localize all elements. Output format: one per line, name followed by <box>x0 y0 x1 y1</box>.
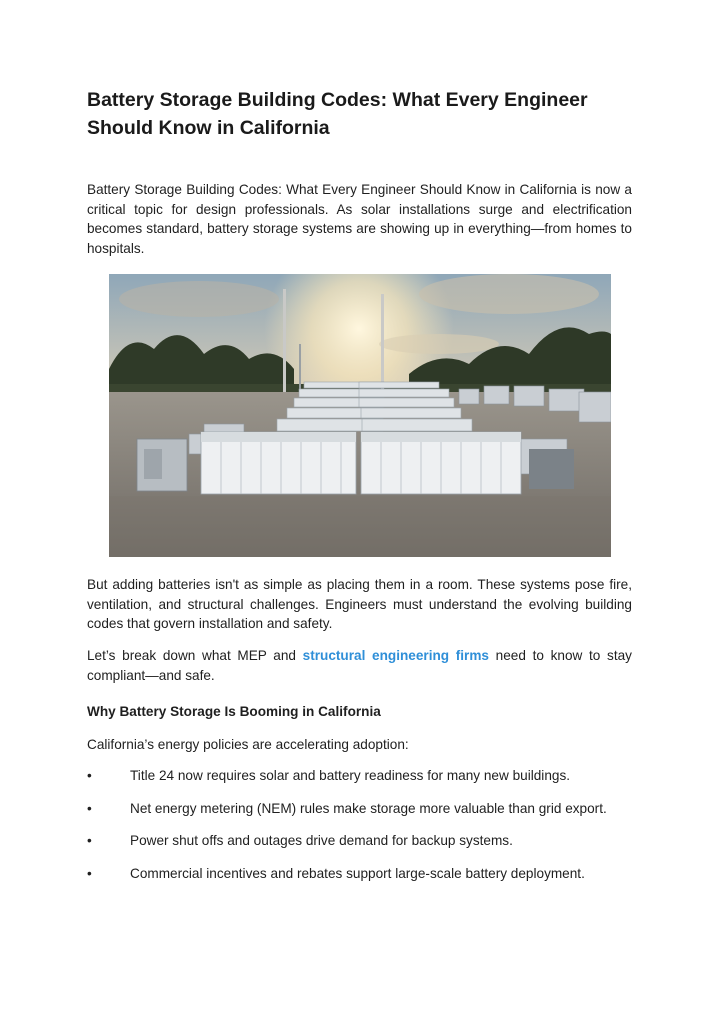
article-title: Battery Storage Building Codes: What Every Engineer Should Know in California <box>87 89 588 139</box>
bullet-list <box>87 766 632 896</box>
intro-paragraph: Battery Storage Building Codes: What Every Engineer Should Know in California is now a critical topic for design professionals. As solar installations surge and electrification becomes standard, battery storage systems are showing up in everything—from homes to hospitals. <box>87 182 632 256</box>
list-item-text: Power shut offs and outages drive demand for backup systems. <box>130 833 513 848</box>
section-lead: California’s energy policies are accelerating adoption: <box>87 737 409 752</box>
list-item-text: Commercial incentives and rebates support large-scale battery deployment. <box>130 865 585 881</box>
battery-storage-facility-photo <box>109 274 611 557</box>
list-item <box>87 799 632 832</box>
structural-engineering-firms-link[interactable]: structural engineering firms <box>302 648 489 663</box>
list-item-text: Title 24 now requires solar and battery readiness for many new buildings. <box>130 768 571 783</box>
bullet-icon: • <box>87 768 92 783</box>
bullet-icon: • <box>87 833 92 848</box>
bullet-icon: • <box>87 865 92 881</box>
list-item <box>87 864 632 897</box>
list-item <box>87 766 632 799</box>
para3-text-after: need to know to stay compliant—and safe. <box>87 648 632 683</box>
list-item <box>87 831 632 864</box>
bullet-icon: • <box>87 800 92 816</box>
para3-text-before: Let’s break down what MEP and <box>87 648 303 663</box>
list-item-text: Net energy metering (NEM) rules make storage more valuable than grid export. <box>130 800 607 816</box>
body-paragraph-challenges: But adding batteries isn't as simple as placing them in a room. These systems pose fire, ventilation, and structural challenges. Engineers must understand the evolving building codes that govern installation and safety. <box>87 577 632 632</box>
section-heading: Why Battery Storage Is Booming in California <box>87 704 381 719</box>
body-paragraph-breakdown <box>87 646 632 685</box>
